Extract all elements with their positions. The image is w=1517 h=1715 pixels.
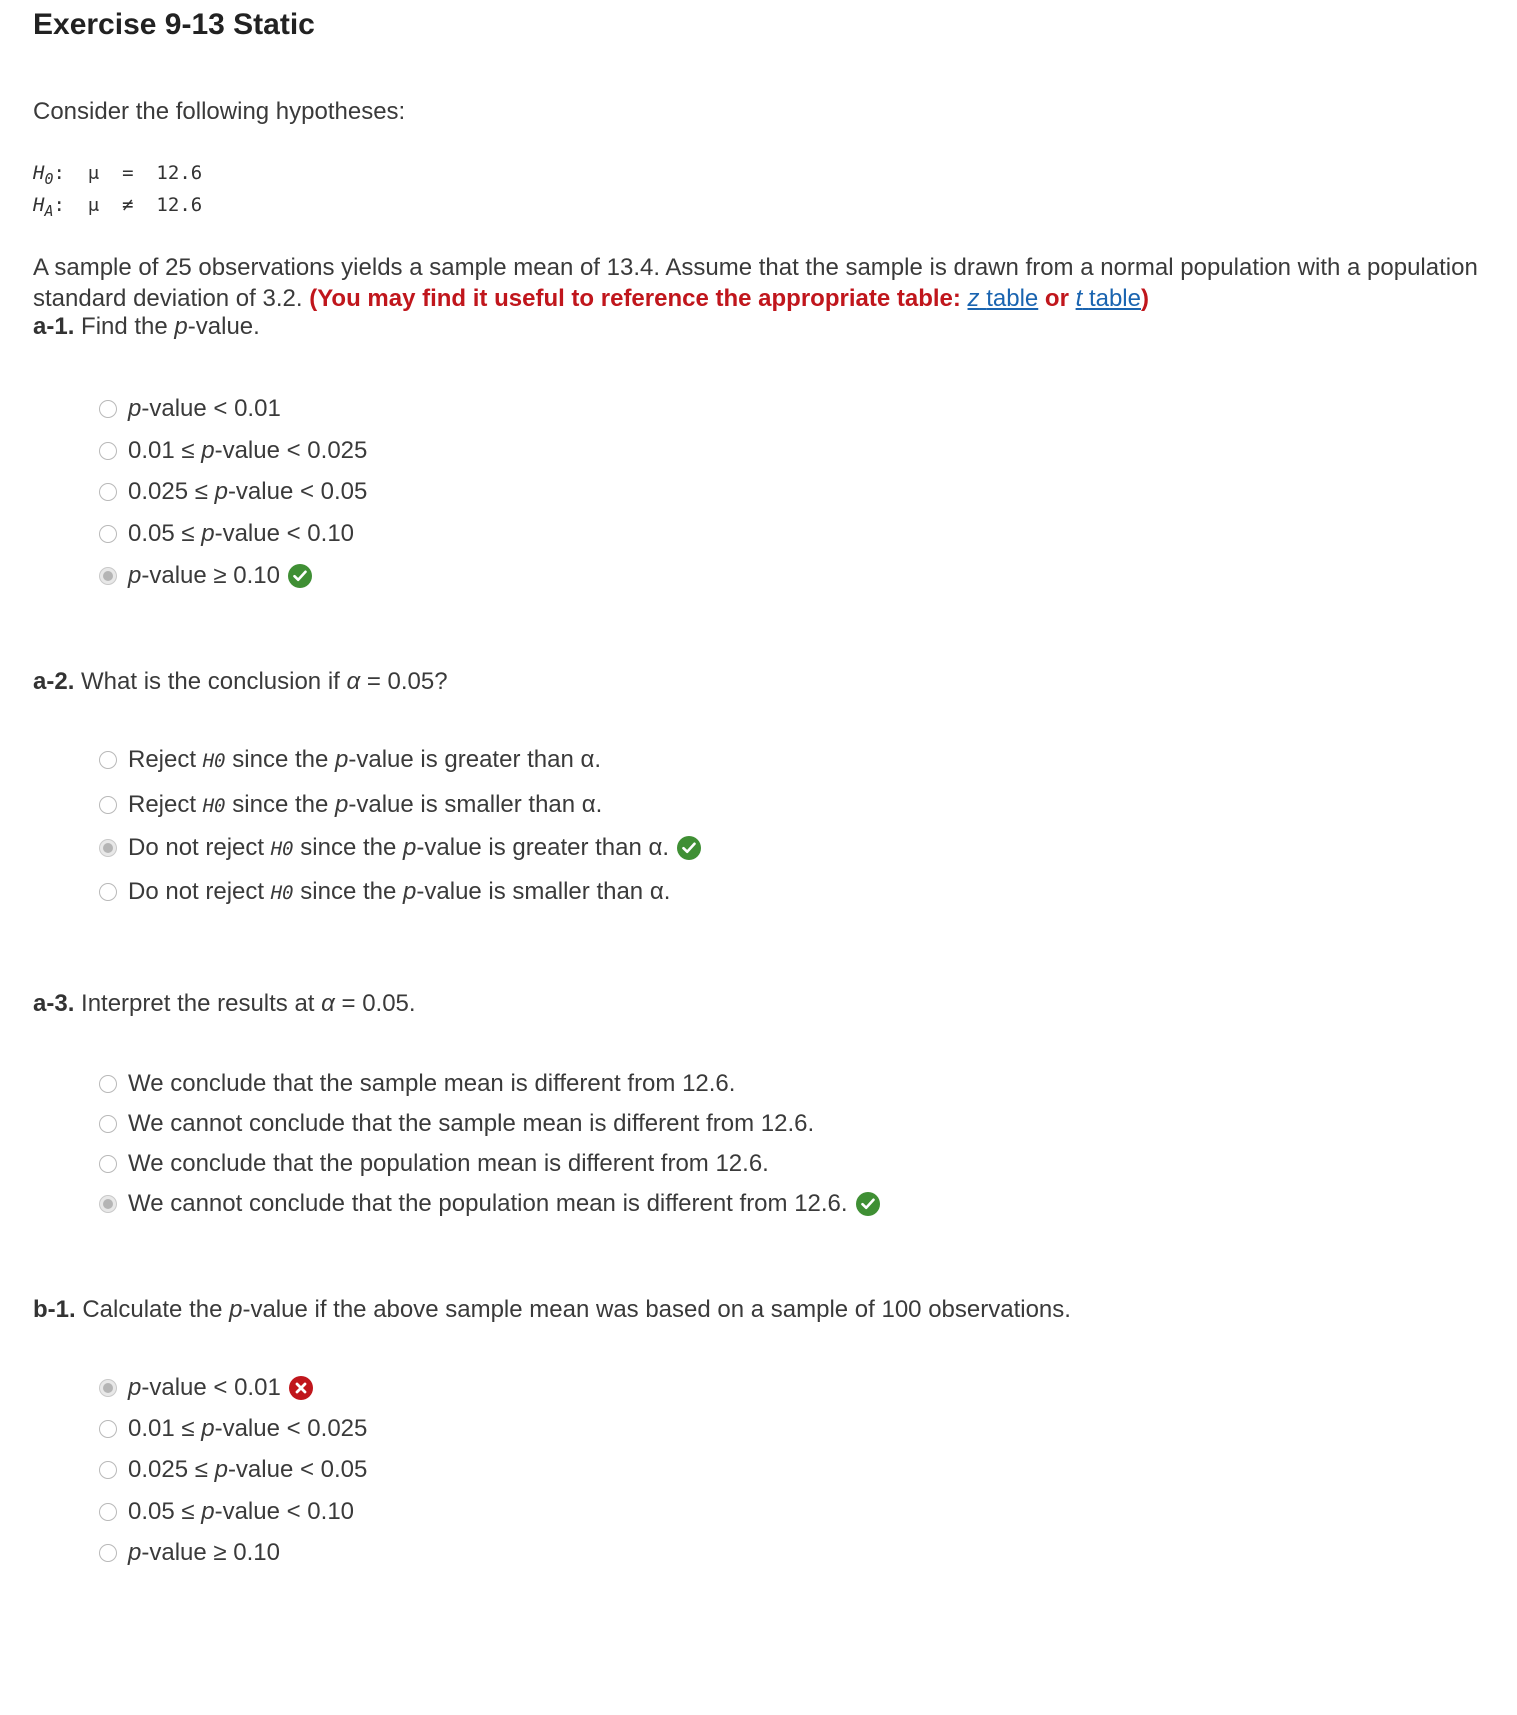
t-table-link-text: table	[1088, 285, 1141, 312]
option-label	[128, 478, 367, 506]
reference-close: )	[1140, 285, 1149, 312]
question-b1-prompt	[33, 1296, 1071, 1324]
question-a3-prompt	[33, 990, 416, 1018]
option-label-text: p	[128, 562, 142, 589]
option-label-text: p	[201, 437, 215, 464]
option-label	[128, 1110, 814, 1138]
option-label-text: -value is greater than α.	[416, 834, 670, 861]
question-prompt-text: = 0.05.	[334, 990, 416, 1017]
answer-option[interactable]	[99, 1187, 880, 1221]
option-label-text: 0.01 ≤	[128, 437, 202, 464]
reference-open: (You may find it useful to reference the appropriate table:	[309, 285, 961, 312]
option-label	[128, 1539, 280, 1567]
option-label-text: -value < 0.05	[227, 1456, 368, 1483]
question-prompt-text: What is the conclusion if	[74, 668, 347, 695]
question-prompt-text: Find the	[74, 313, 175, 340]
question-number: a-2.	[33, 668, 75, 695]
question-prompt-text: α	[321, 990, 335, 1017]
option-label-text: p	[335, 746, 349, 773]
answer-option[interactable]	[99, 1536, 280, 1570]
option-label-text: p	[201, 520, 215, 547]
z-table-link-text: table	[986, 285, 1039, 312]
option-label-text: p	[128, 1539, 142, 1566]
option-label-text: -value < 0.10	[214, 520, 355, 547]
correct-check-icon	[677, 836, 701, 860]
option-label-text: since the	[293, 834, 404, 861]
z-table-link[interactable]	[968, 285, 1039, 312]
page-title: Exercise 9-13 Static	[33, 8, 315, 41]
h0-symbol: H0	[270, 838, 294, 860]
option-label-text: -value ≥ 0.10	[141, 1539, 280, 1566]
option-label	[128, 1456, 367, 1484]
radio-button[interactable]	[99, 400, 117, 418]
answer-option[interactable]	[99, 788, 602, 822]
option-label	[128, 437, 367, 465]
answer-option[interactable]	[99, 1453, 367, 1487]
option-label-text: Do not reject	[128, 834, 271, 861]
option-label-text: 0.01 ≤	[128, 1415, 202, 1442]
option-label-text: Do not reject	[128, 878, 271, 905]
option-label-text: -value < 0.01	[141, 1374, 281, 1401]
reference-or: or	[1044, 285, 1069, 312]
option-label	[128, 1070, 735, 1098]
answer-option[interactable]	[99, 743, 601, 777]
option-label-text: Reject	[128, 791, 203, 818]
ha-symbol: H	[33, 194, 45, 216]
answer-option[interactable]	[99, 475, 367, 509]
t-table-link[interactable]	[1076, 285, 1141, 312]
ha-subscript: A	[44, 202, 54, 220]
option-label-text: p	[335, 791, 349, 818]
radio-button-selected[interactable]	[99, 567, 117, 585]
answer-option[interactable]	[99, 1495, 354, 1529]
option-label	[128, 834, 669, 862]
h0-symbol: H	[33, 162, 45, 184]
option-label-text: 0.025 ≤	[128, 478, 215, 505]
h0-symbol: H0	[202, 750, 226, 772]
answer-option[interactable]	[99, 434, 367, 468]
option-label-text: -value < 0.025	[214, 437, 368, 464]
option-label-text: p	[214, 1456, 228, 1483]
option-label-text: -value ≥ 0.10	[141, 562, 280, 589]
option-label-text: -value < 0.01	[141, 395, 281, 422]
option-label-text: We conclude that the population mean is different from 12.6.	[128, 1150, 769, 1177]
radio-button[interactable]	[99, 1544, 117, 1562]
option-label-text: p	[403, 878, 417, 905]
question-prompt-text: = 0.05?	[360, 668, 448, 695]
option-label	[128, 1374, 281, 1402]
answer-option[interactable]	[99, 517, 354, 551]
radio-button[interactable]	[99, 1503, 117, 1521]
radio-button[interactable]	[99, 525, 117, 543]
question-prompt-text: Interpret the results at	[74, 990, 322, 1017]
answer-option[interactable]	[99, 831, 701, 865]
answer-option[interactable]	[99, 392, 281, 426]
z-table-link-var: z	[967, 285, 980, 312]
question-prompt-text: p	[174, 313, 188, 340]
h0-symbol: H0	[270, 882, 294, 904]
option-label-text: -value < 0.10	[214, 1498, 355, 1525]
option-label	[128, 1498, 354, 1526]
option-label-text: 0.025 ≤	[128, 1456, 215, 1483]
t-table-link-var: t	[1075, 285, 1083, 312]
radio-button-selected[interactable]	[99, 1379, 117, 1397]
h0-symbol: H0	[202, 795, 226, 817]
answer-option[interactable]	[99, 1412, 367, 1446]
correct-check-icon	[856, 1192, 880, 1216]
ha-statement: : μ ≠ 12.6	[53, 194, 203, 216]
radio-button-selected[interactable]	[99, 839, 117, 857]
radio-button[interactable]	[99, 751, 117, 769]
correct-check-icon	[288, 564, 312, 588]
h0-statement: : μ = 12.6	[53, 162, 203, 184]
question-number: a-1.	[33, 313, 75, 340]
option-label-text: since the	[225, 746, 335, 773]
option-label-text: -value is greater than α.	[348, 746, 602, 773]
answer-option[interactable]	[99, 1147, 769, 1181]
radio-button[interactable]	[99, 483, 117, 501]
radio-button[interactable]	[99, 1420, 117, 1438]
option-label	[128, 1150, 769, 1178]
option-label-text: We conclude that the sample mean is different from 12.6.	[128, 1070, 736, 1097]
question-prompt-text: Calculate the	[75, 1296, 230, 1323]
h0-subscript: 0	[44, 170, 54, 188]
option-label-text: p	[214, 478, 228, 505]
option-label-text: -value is smaller than α.	[348, 791, 603, 818]
option-label	[128, 1415, 367, 1443]
table-reference	[309, 285, 1149, 312]
radio-button[interactable]	[99, 1075, 117, 1093]
question-prompt-text: -value if the above sample mean was based on a sample of 100 observations.	[242, 1296, 1071, 1323]
option-label-text: p	[201, 1415, 215, 1442]
option-label-text: 0.05 ≤	[128, 520, 202, 547]
option-label-text: p	[403, 834, 417, 861]
answer-option[interactable]	[99, 1371, 313, 1405]
option-label-text: -value < 0.05	[227, 478, 368, 505]
option-label	[128, 562, 280, 590]
option-label	[128, 520, 354, 548]
option-label	[128, 746, 601, 774]
question-a1-prompt	[33, 313, 260, 341]
option-label-text: p	[128, 1374, 142, 1401]
option-label-text: Reject	[128, 746, 203, 773]
question-prompt-text: α	[346, 668, 361, 695]
option-label-text: We cannot conclude that the sample mean is different from 12.6.	[128, 1110, 815, 1137]
problem-text: A sample of 25 observations yields a sample mean of 13.4. Assume that the sample is drawn from a normal population with a population standard deviation of 3.2.	[33, 254, 1478, 312]
question-number: b-1.	[33, 1296, 76, 1323]
radio-button-selected[interactable]	[99, 1195, 117, 1213]
question-prompt-text: p	[229, 1296, 243, 1323]
option-label-text: p	[128, 395, 142, 422]
radio-button[interactable]	[99, 1115, 117, 1133]
option-label	[128, 395, 281, 423]
radio-button[interactable]	[99, 883, 117, 901]
answer-option[interactable]	[99, 1067, 735, 1101]
option-label	[128, 1190, 848, 1218]
option-label-text: since the	[225, 791, 335, 818]
option-label	[128, 791, 602, 819]
question-prompt-text: -value.	[187, 313, 260, 340]
question-number: a-3.	[33, 990, 75, 1017]
option-label-text: We cannot conclude that the population mean is different from 12.6.	[128, 1190, 848, 1217]
option-label-text: 0.05 ≤	[128, 1498, 202, 1525]
radio-button[interactable]	[99, 1461, 117, 1479]
answer-option[interactable]	[99, 875, 670, 909]
option-label-text: since the	[293, 878, 404, 905]
answer-option[interactable]	[99, 1107, 814, 1141]
option-label-text: -value is smaller than α.	[416, 878, 671, 905]
option-label	[128, 878, 670, 906]
problem-statement	[33, 252, 1493, 314]
option-label-text: -value < 0.025	[214, 1415, 368, 1442]
null-hypothesis	[33, 162, 203, 188]
intro-text: Consider the following hypotheses:	[33, 98, 406, 125]
radio-button[interactable]	[99, 442, 117, 460]
alternative-hypothesis	[33, 194, 203, 220]
answer-option[interactable]	[99, 559, 312, 593]
question-a2-prompt	[33, 668, 448, 696]
option-label-text: p	[201, 1498, 215, 1525]
radio-button[interactable]	[99, 796, 117, 814]
radio-button[interactable]	[99, 1155, 117, 1173]
incorrect-x-icon	[289, 1376, 313, 1400]
